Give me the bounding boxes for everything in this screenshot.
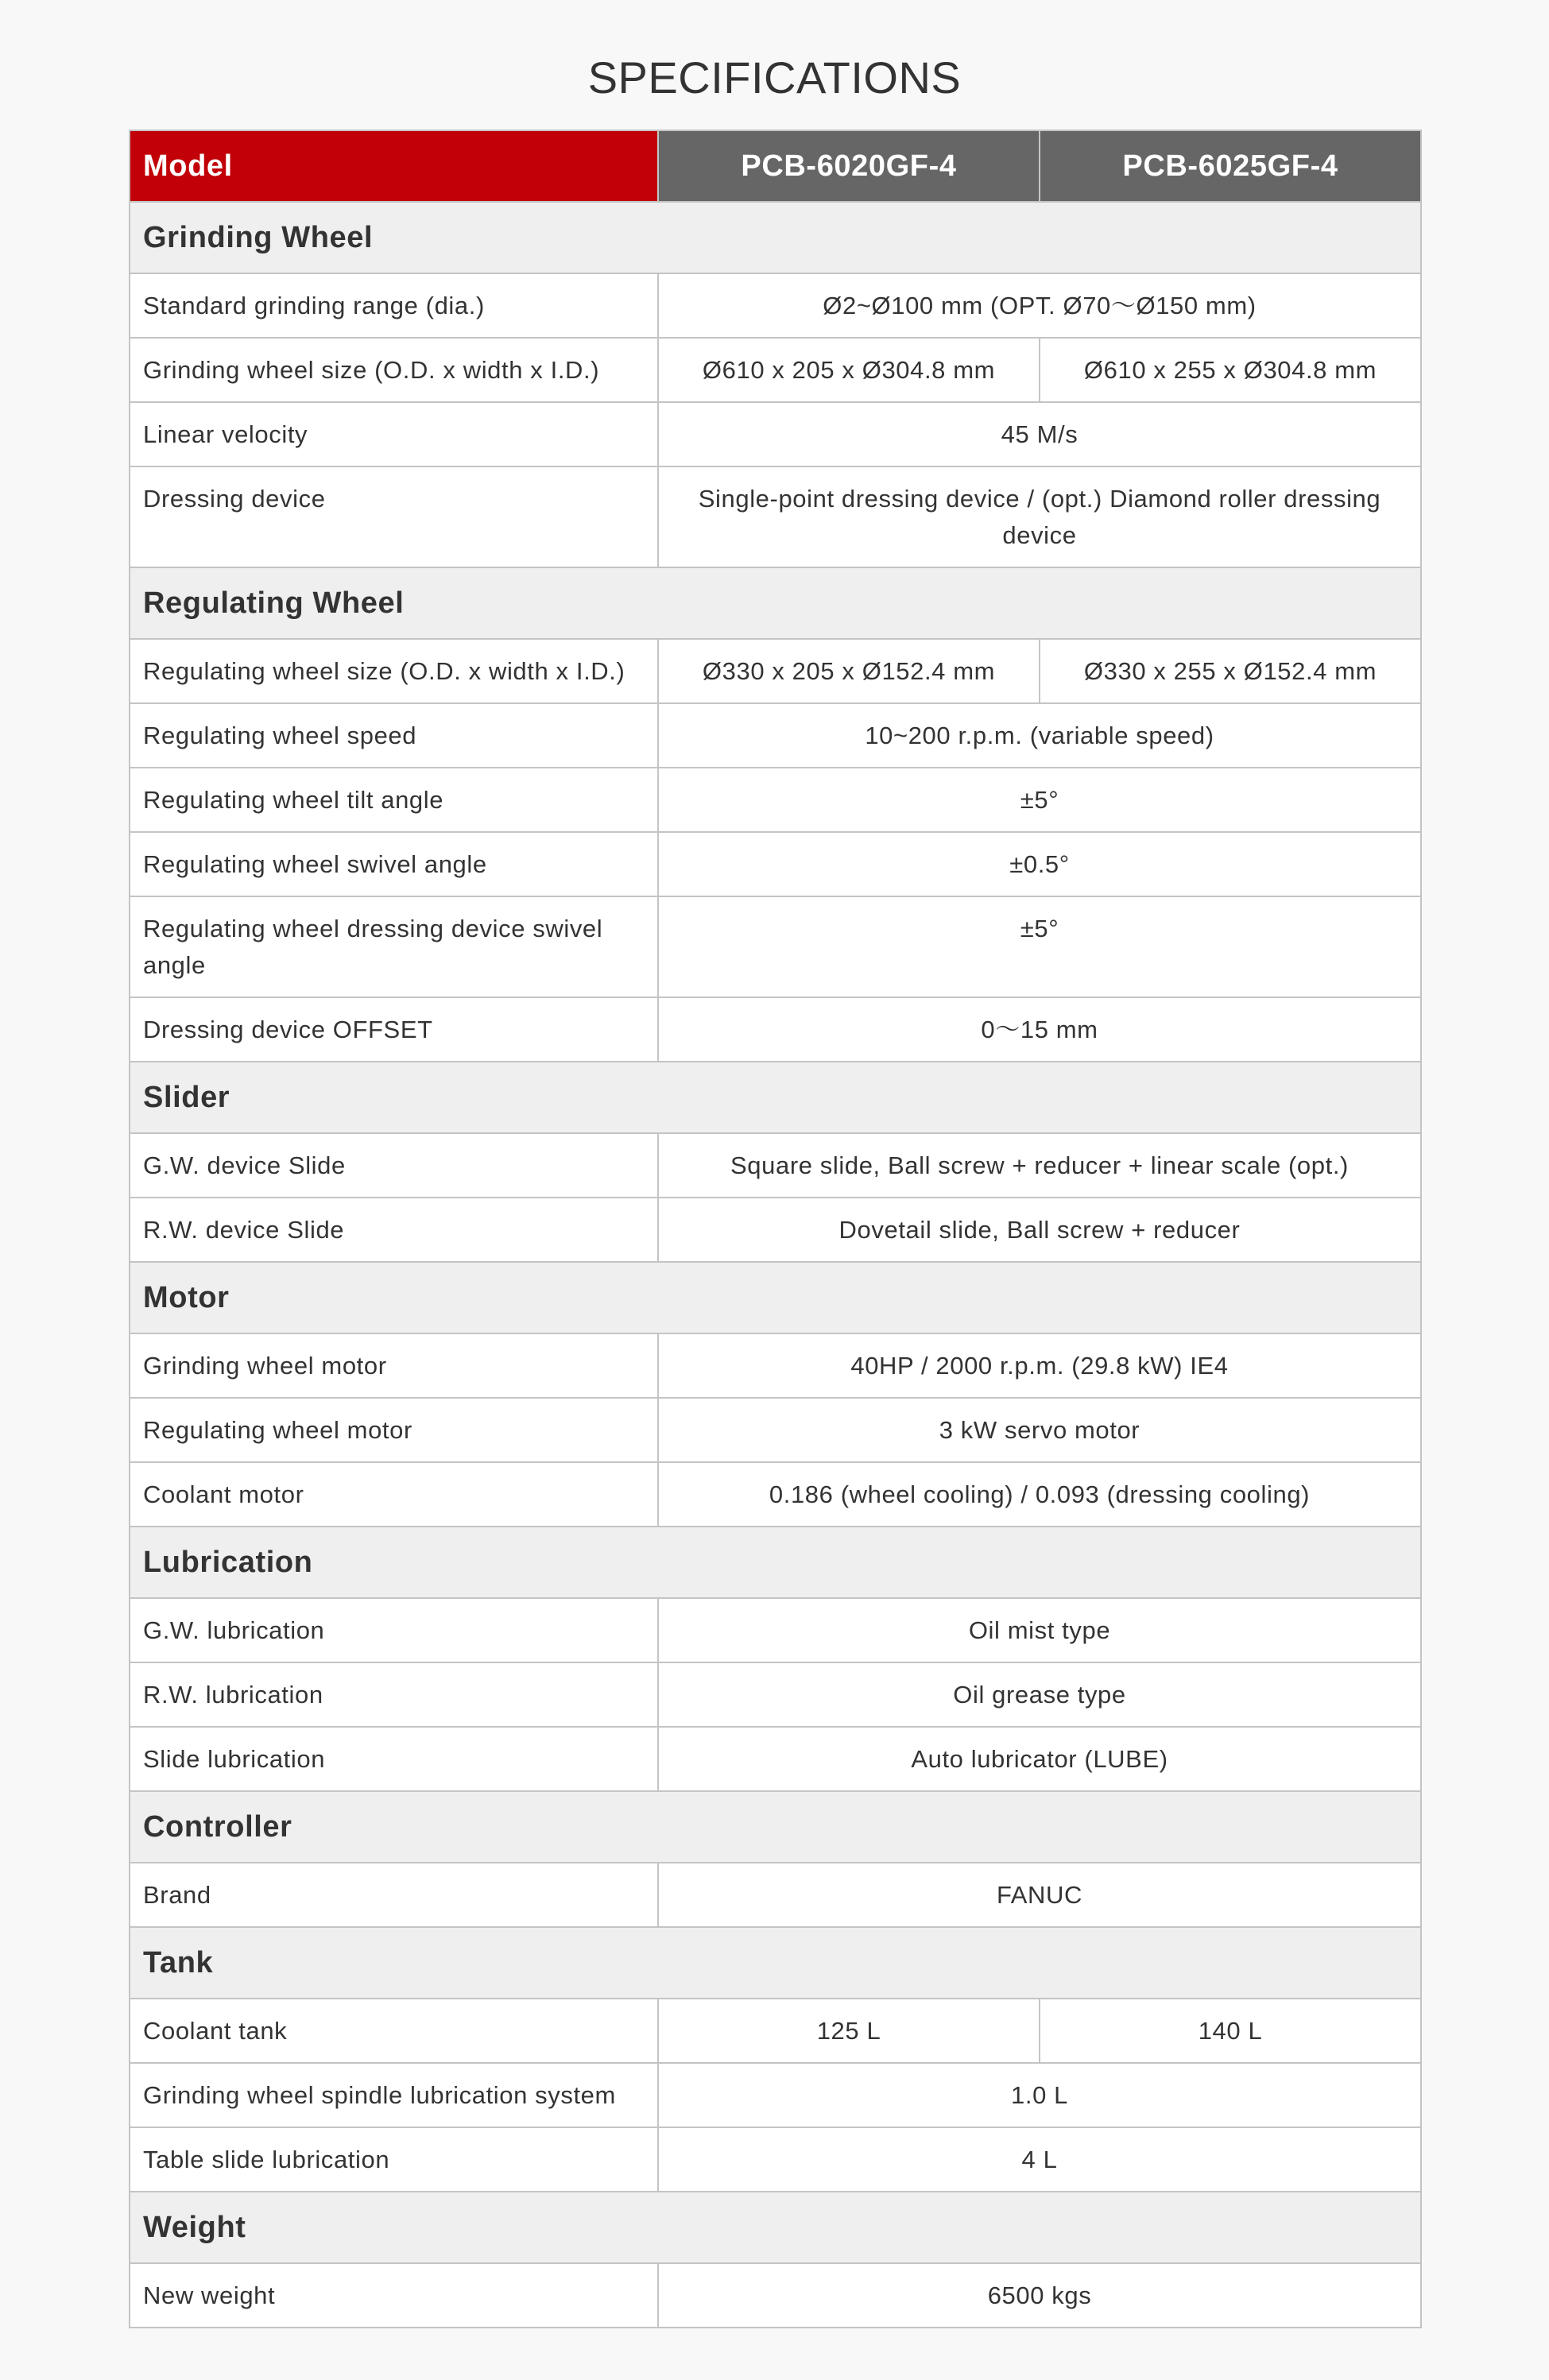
spec-label: Standard grinding range (dia.) [130, 273, 658, 338]
table-row [130, 1462, 1421, 1527]
section-lubrication [130, 1527, 1421, 1598]
model-header: Model [130, 130, 658, 202]
spec-label: Grinding wheel spindle lubrication system [130, 2063, 658, 2127]
spec-label: G.W. device Slide [130, 1133, 658, 1198]
spec-value: Oil mist type [658, 1598, 1421, 1662]
spec-label: Regulating wheel dressing device swivel angle [130, 896, 658, 997]
page-title: SPECIFICATIONS [587, 52, 962, 103]
table-row [130, 1662, 1421, 1727]
spec-label: Grinding wheel motor [130, 1333, 658, 1398]
spec-value: 0～15 mm [658, 997, 1421, 1062]
table-row [130, 768, 1421, 832]
spec-value: 1.0 L [658, 2063, 1421, 2127]
section-slider [130, 1062, 1421, 1133]
table-row [130, 997, 1421, 1062]
spec-value: 45 M/s [658, 402, 1421, 466]
spec-value: Auto lubricator (LUBE) [658, 1727, 1421, 1791]
spec-value-model-2: Ø330 x 255 x Ø152.4 mm [1040, 639, 1421, 703]
spec-value: Dovetail slide, Ball screw + reducer [658, 1198, 1421, 1262]
spec-value-model-1: 125 L [658, 1999, 1040, 2063]
spec-value: Ø2~Ø100 mm (OPT. Ø70～Ø150 mm) [658, 273, 1421, 338]
section-motor [130, 1262, 1421, 1333]
section-title: Slider [130, 1062, 1421, 1133]
spec-value-model-1: Ø610 x 205 x Ø304.8 mm [658, 338, 1040, 402]
table-row [130, 1333, 1421, 1398]
table-row [130, 1133, 1421, 1198]
table-row [130, 2263, 1421, 2328]
section-title: Grinding Wheel [130, 202, 1421, 273]
spec-label: Coolant motor [130, 1462, 658, 1527]
table-header-row [130, 130, 1421, 202]
spec-label: Regulating wheel swivel angle [130, 832, 658, 896]
spec-value: 4 L [658, 2127, 1421, 2192]
table-row [130, 273, 1421, 338]
spec-value: 6500 kgs [658, 2263, 1421, 2328]
table-row [130, 703, 1421, 768]
spec-value-model-2: 140 L [1040, 1999, 1421, 2063]
spec-label: Brand [130, 1863, 658, 1927]
section-regulating-wheel [130, 567, 1421, 639]
spec-label: Linear velocity [130, 402, 658, 466]
spec-value: Oil grease type [658, 1662, 1421, 1727]
table-row [130, 402, 1421, 466]
spec-label: Coolant tank [130, 1999, 658, 2063]
section-title: Controller [130, 1791, 1421, 1863]
spec-label: Slide lubrication [130, 1727, 658, 1791]
spec-label: R.W. lubrication [130, 1662, 658, 1727]
spec-label: New weight [130, 2263, 658, 2328]
spec-label: Regulating wheel size (O.D. x width x I.D.) [130, 639, 658, 703]
spec-value-model-1: Ø330 x 205 x Ø152.4 mm [658, 639, 1040, 703]
specifications-table [129, 130, 1422, 2328]
spec-label: Regulating wheel speed [130, 703, 658, 768]
spec-value: 10~200 r.p.m. (variable speed) [658, 703, 1421, 768]
spec-label: Regulating wheel tilt angle [130, 768, 658, 832]
table-row [130, 1598, 1421, 1662]
spec-label: R.W. device Slide [130, 1198, 658, 1262]
spec-label: Dressing device OFFSET [130, 997, 658, 1062]
section-grinding-wheel [130, 202, 1421, 273]
section-title: Regulating Wheel [130, 567, 1421, 639]
spec-label: G.W. lubrication [130, 1598, 658, 1662]
table-row [130, 2127, 1421, 2192]
table-row [130, 639, 1421, 703]
spec-value-model-2: Ø610 x 255 x Ø304.8 mm [1040, 338, 1421, 402]
table-row [130, 2063, 1421, 2127]
table-row [130, 1863, 1421, 1927]
model-column-2: PCB-6025GF-4 [1040, 130, 1421, 202]
table-row [130, 1727, 1421, 1791]
table-row [130, 896, 1421, 997]
table-row [130, 1999, 1421, 2063]
section-title: Lubrication [130, 1527, 1421, 1598]
table-row [130, 338, 1421, 402]
table-row [130, 1398, 1421, 1462]
spec-label: Regulating wheel motor [130, 1398, 658, 1462]
section-tank [130, 1927, 1421, 1999]
spec-value: 3 kW servo motor [658, 1398, 1421, 1462]
spec-value: 0.186 (wheel cooling) / 0.093 (dressing cooling) [658, 1462, 1421, 1527]
spec-label: Grinding wheel size (O.D. x width x I.D.) [130, 338, 658, 402]
section-controller [130, 1791, 1421, 1863]
spec-value: FANUC [658, 1863, 1421, 1927]
table-row [130, 466, 1421, 567]
section-title: Tank [130, 1927, 1421, 1999]
spec-value: Single-point dressing device / (opt.) Diamond roller dressing device [658, 466, 1421, 567]
spec-value: ±5° [658, 768, 1421, 832]
spec-value: Square slide, Ball screw + reducer + linear scale (opt.) [658, 1133, 1421, 1198]
spec-label: Table slide lubrication [130, 2127, 658, 2192]
section-title: Weight [130, 2192, 1421, 2263]
table-row [130, 832, 1421, 896]
spec-value: ±5° [658, 896, 1421, 997]
spec-value: ±0.5° [658, 832, 1421, 896]
section-weight [130, 2192, 1421, 2263]
table-row [130, 1198, 1421, 1262]
model-column-1: PCB-6020GF-4 [658, 130, 1040, 202]
spec-label: Dressing device [130, 466, 658, 567]
section-title: Motor [130, 1262, 1421, 1333]
spec-value: 40HP / 2000 r.p.m. (29.8 kW) IE4 [658, 1333, 1421, 1398]
